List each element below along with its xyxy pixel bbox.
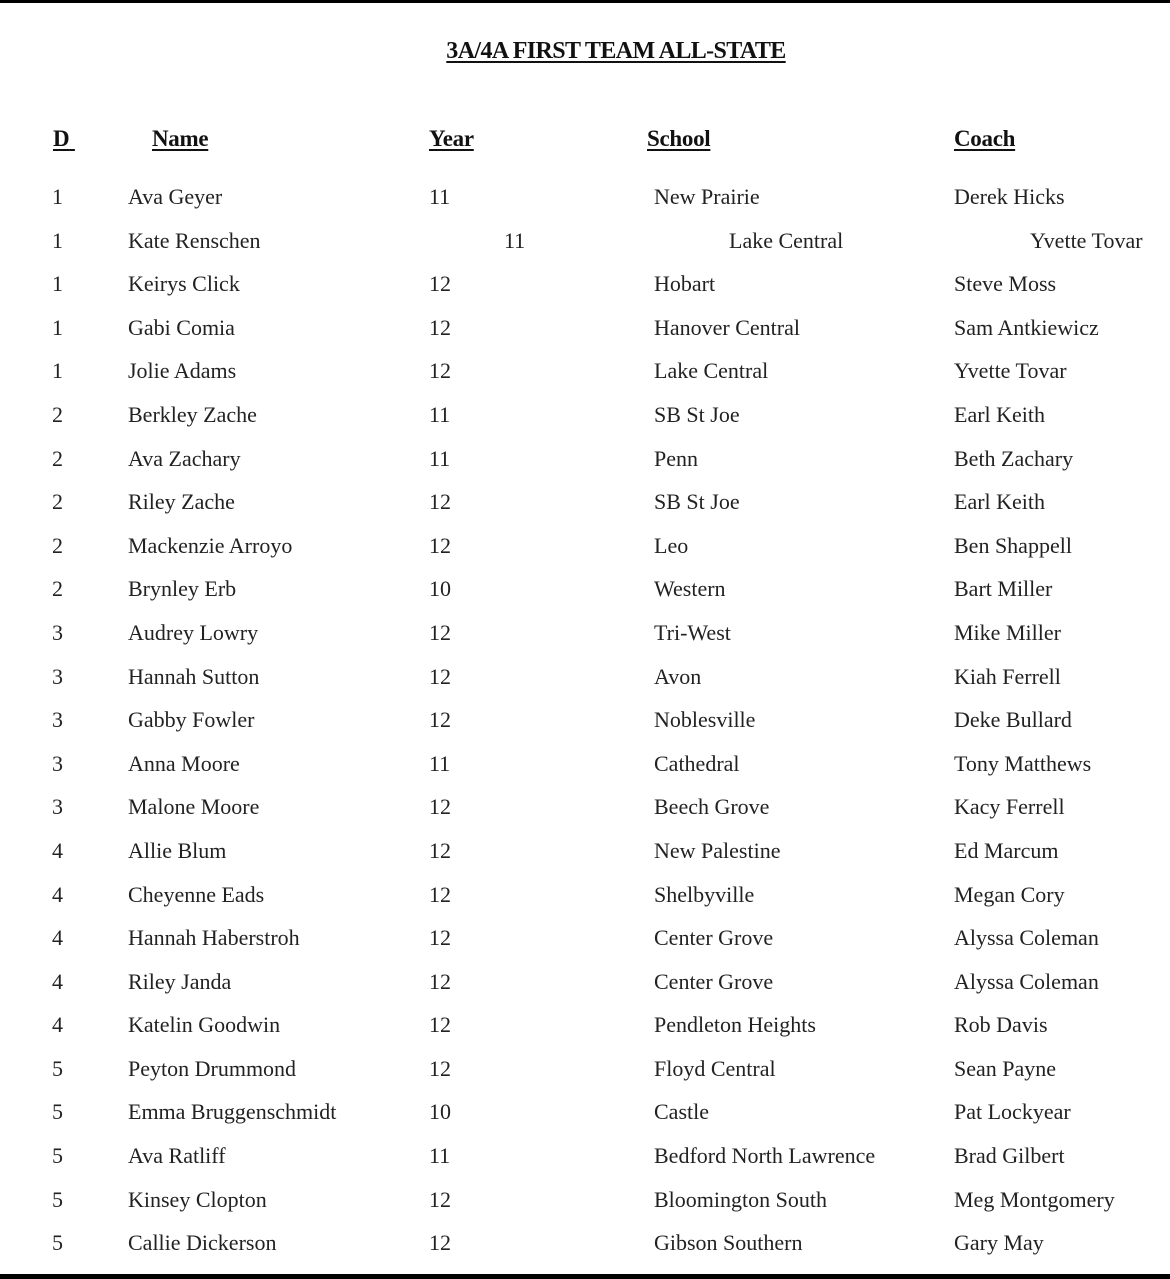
cell-district: 2 bbox=[52, 532, 63, 558]
cell-coach: Brad Gilbert bbox=[954, 1143, 1065, 1169]
table-row bbox=[0, 311, 1170, 355]
cell-district: 4 bbox=[52, 1012, 63, 1038]
cell-year: 11 bbox=[429, 750, 451, 776]
table-row bbox=[0, 1008, 1170, 1052]
table-row bbox=[0, 572, 1170, 616]
cell-name: Gabi Comia bbox=[128, 314, 235, 340]
table-row bbox=[0, 660, 1170, 704]
cell-coach: Gary May bbox=[954, 1230, 1044, 1256]
cell-school: Hobart bbox=[654, 271, 716, 297]
cell-year: 12 bbox=[429, 1186, 451, 1212]
cell-district: 3 bbox=[52, 619, 63, 645]
table-row bbox=[0, 485, 1170, 529]
cell-school: Gibson Southern bbox=[654, 1230, 803, 1256]
cell-name: Peyton Drummond bbox=[128, 1055, 297, 1081]
table-row bbox=[0, 442, 1170, 486]
table-row bbox=[0, 1139, 1170, 1183]
cell-year: 12 bbox=[429, 1055, 451, 1081]
cell-district: 5 bbox=[52, 1143, 63, 1169]
bottom-border-rule bbox=[0, 1274, 1170, 1279]
cell-name: Hannah Sutton bbox=[128, 663, 260, 689]
table-row bbox=[0, 921, 1170, 965]
cell-name: Ava Ratliff bbox=[128, 1143, 226, 1169]
cell-school: Noblesville bbox=[654, 707, 756, 733]
cell-school: Bloomington South bbox=[654, 1186, 827, 1212]
cell-name: Jolie Adams bbox=[128, 358, 237, 384]
cell-district: 1 bbox=[52, 227, 63, 253]
cell-coach: Ben Shappell bbox=[954, 532, 1072, 558]
cell-coach: Bart Miller bbox=[954, 576, 1053, 602]
cell-school: Pendleton Heights bbox=[654, 1012, 816, 1038]
cell-name: Hannah Haberstroh bbox=[128, 925, 300, 951]
table-row bbox=[0, 878, 1170, 922]
cell-name: Anna Moore bbox=[128, 750, 240, 776]
cell-district: 5 bbox=[52, 1230, 63, 1256]
cell-year: 12 bbox=[429, 707, 451, 733]
cell-year: 11 bbox=[429, 184, 451, 209]
cell-year: 11 bbox=[429, 1143, 451, 1169]
cell-district: 3 bbox=[52, 707, 63, 733]
cell-school: Penn bbox=[654, 445, 698, 471]
table-row bbox=[0, 398, 1170, 442]
cell-school: Beech Grove bbox=[654, 794, 770, 820]
cell-school: New Palestine bbox=[654, 837, 781, 863]
cell-year: 12 bbox=[429, 489, 451, 515]
cell-name: Ava Zachary bbox=[128, 445, 241, 471]
cell-name: Emma Bruggenschmidt bbox=[128, 1099, 337, 1125]
top-border-rule bbox=[0, 0, 1170, 3]
cell-year: 11 bbox=[429, 445, 451, 471]
cell-year: 12 bbox=[429, 1012, 451, 1038]
table-row bbox=[0, 790, 1170, 834]
table-row bbox=[0, 703, 1170, 747]
cell-coach: Meg Montgomery bbox=[954, 1186, 1115, 1212]
column-header-name: Name bbox=[152, 126, 209, 151]
cell-name: Allie Blum bbox=[128, 837, 227, 863]
table-row bbox=[0, 529, 1170, 573]
cell-coach: Earl Keith bbox=[954, 489, 1046, 515]
cell-district: 3 bbox=[52, 750, 63, 776]
cell-coach: Sean Payne bbox=[954, 1055, 1057, 1081]
cell-district: 2 bbox=[52, 489, 63, 515]
cell-district: 3 bbox=[52, 663, 63, 689]
cell-year: 12 bbox=[429, 619, 451, 645]
cell-year: 12 bbox=[429, 1230, 451, 1256]
cell-year: 12 bbox=[429, 358, 451, 384]
cell-year: 11 bbox=[429, 401, 451, 427]
table-row bbox=[0, 747, 1170, 791]
cell-year: 12 bbox=[429, 794, 451, 820]
cell-district: 5 bbox=[52, 1099, 63, 1125]
cell-coach: Steve Moss bbox=[954, 271, 1057, 297]
cell-district: 2 bbox=[52, 401, 63, 427]
cell-name: Mackenzie Arroyo bbox=[128, 532, 293, 558]
table-row bbox=[0, 616, 1170, 660]
cell-year: 10 bbox=[429, 576, 451, 602]
cell-school: Lake Central bbox=[654, 358, 769, 384]
cell-district: 1 bbox=[52, 184, 63, 209]
cell-name: Keirys Click bbox=[128, 271, 240, 297]
cell-school: Lake Central bbox=[729, 227, 844, 253]
table-row bbox=[0, 224, 1170, 268]
cell-school: SB St Joe bbox=[654, 401, 740, 427]
table-row bbox=[0, 834, 1170, 878]
table-row bbox=[0, 1183, 1170, 1227]
table-row bbox=[0, 180, 1170, 224]
cell-coach: Yvette Tovar bbox=[1030, 227, 1143, 253]
column-header-year: Year bbox=[429, 126, 474, 151]
cell-school: Tri-West bbox=[654, 619, 731, 645]
cell-district: 5 bbox=[52, 1055, 63, 1081]
cell-coach: Tony Matthews bbox=[954, 750, 1092, 776]
cell-name: Kinsey Clopton bbox=[128, 1186, 267, 1212]
cell-school: Avon bbox=[654, 663, 702, 689]
roster-table bbox=[0, 180, 1170, 1270]
table-row bbox=[0, 1095, 1170, 1139]
cell-coach: Megan Cory bbox=[954, 881, 1065, 907]
cell-name: Berkley Zache bbox=[128, 401, 257, 427]
cell-district: 2 bbox=[52, 445, 63, 471]
cell-year: 12 bbox=[429, 881, 451, 907]
cell-year: 12 bbox=[429, 271, 451, 297]
cell-year: 12 bbox=[429, 314, 451, 340]
cell-district: 4 bbox=[52, 925, 63, 951]
column-header-coach: Coach bbox=[954, 126, 1016, 151]
table-row bbox=[0, 1052, 1170, 1096]
cell-year: 12 bbox=[429, 925, 451, 951]
cell-school: Hanover Central bbox=[654, 314, 800, 340]
cell-district: 2 bbox=[52, 576, 63, 602]
table-row bbox=[0, 267, 1170, 311]
cell-coach: Alyssa Coleman bbox=[954, 925, 1099, 951]
cell-name: Katelin Goodwin bbox=[128, 1012, 281, 1038]
cell-coach: Sam Antkiewicz bbox=[954, 314, 1099, 340]
column-header-school: School bbox=[647, 126, 711, 151]
cell-district: 1 bbox=[52, 314, 63, 340]
cell-school: Center Grove bbox=[654, 968, 774, 994]
column-header-d: D bbox=[53, 126, 70, 151]
cell-coach: Pat Lockyear bbox=[954, 1099, 1071, 1125]
cell-coach: Deke Bullard bbox=[954, 707, 1072, 733]
cell-year: 10 bbox=[429, 1099, 451, 1125]
cell-name: Riley Zache bbox=[128, 489, 235, 515]
cell-district: 4 bbox=[52, 881, 63, 907]
table-row bbox=[0, 1226, 1170, 1270]
cell-name: Callie Dickerson bbox=[128, 1230, 277, 1256]
cell-coach: Yvette Tovar bbox=[954, 358, 1067, 384]
cell-district: 1 bbox=[52, 358, 63, 384]
cell-name: Ava Geyer bbox=[128, 184, 223, 209]
cell-district: 4 bbox=[52, 837, 63, 863]
cell-coach: Beth Zachary bbox=[954, 445, 1074, 471]
cell-district: 1 bbox=[52, 271, 63, 297]
cell-school: Shelbyville bbox=[654, 881, 755, 907]
cell-district: 5 bbox=[52, 1186, 63, 1212]
cell-school: Leo bbox=[654, 532, 689, 558]
cell-coach: Derek Hicks bbox=[954, 184, 1065, 209]
cell-school: Bedford North Lawrence bbox=[654, 1143, 876, 1169]
cell-coach: Mike Miller bbox=[954, 619, 1061, 645]
cell-coach: Alyssa Coleman bbox=[954, 968, 1099, 994]
cell-coach: Kiah Ferrell bbox=[954, 663, 1061, 689]
cell-school: Center Grove bbox=[654, 925, 774, 951]
cell-name: Kate Renschen bbox=[128, 227, 261, 253]
cell-name: Audrey Lowry bbox=[128, 619, 259, 645]
cell-name: Brynley Erb bbox=[128, 576, 237, 602]
cell-district: 4 bbox=[52, 968, 63, 994]
cell-school: Castle bbox=[654, 1099, 709, 1125]
cell-year: 12 bbox=[429, 532, 451, 558]
cell-name: Riley Janda bbox=[128, 968, 232, 994]
table-row bbox=[0, 965, 1170, 1009]
cell-name: Gabby Fowler bbox=[128, 707, 255, 733]
cell-coach: Ed Marcum bbox=[954, 837, 1059, 863]
cell-name: Cheyenne Eads bbox=[128, 881, 265, 907]
cell-year: 12 bbox=[429, 837, 451, 863]
page-title: 3A/4A FIRST TEAM ALL-STATE bbox=[446, 38, 786, 64]
cell-school: SB St Joe bbox=[654, 489, 740, 515]
cell-year: 12 bbox=[429, 663, 451, 689]
cell-school: Floyd Central bbox=[654, 1055, 776, 1081]
cell-district: 3 bbox=[52, 794, 63, 820]
cell-school: New Prairie bbox=[654, 184, 760, 209]
cell-coach: Kacy Ferrell bbox=[954, 794, 1065, 820]
cell-year: 11 bbox=[504, 227, 526, 253]
cell-year: 12 bbox=[429, 968, 451, 994]
table-row bbox=[0, 354, 1170, 398]
cell-school: Cathedral bbox=[654, 750, 740, 776]
cell-coach: Earl Keith bbox=[954, 401, 1046, 427]
cell-name: Malone Moore bbox=[128, 794, 260, 820]
cell-school: Western bbox=[654, 576, 726, 602]
cell-coach: Rob Davis bbox=[954, 1012, 1048, 1038]
